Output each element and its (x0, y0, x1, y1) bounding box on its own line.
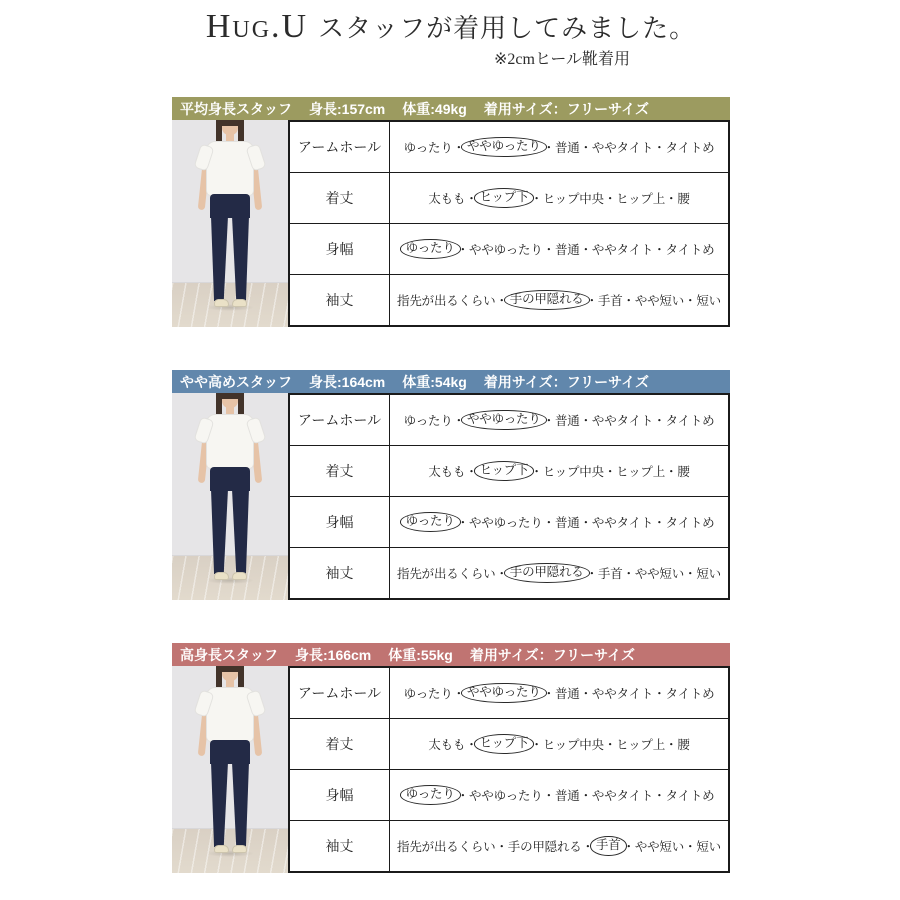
option-separator: ・ (603, 465, 617, 479)
heel-note: ※2cmヒール靴着用 (494, 51, 630, 68)
fit-option: ヒップ中央 (542, 738, 604, 752)
option-separator: ・ (665, 738, 678, 752)
fit-option: ゆったり (403, 687, 453, 701)
fit-option: 太もも (428, 465, 466, 479)
fit-option: ややタイト (591, 141, 654, 155)
figure-jeans-waist (210, 194, 250, 218)
section-header (172, 643, 730, 666)
fit-option: 指先が出るくらい (397, 294, 496, 308)
fit-option: 普通 (554, 243, 580, 257)
staff-weight-label: 体重:54kg (402, 373, 467, 390)
fit-option: ヒップ上 (616, 738, 665, 752)
fit-option: 普通 (554, 789, 580, 803)
fit-option: ややゆったり (468, 243, 543, 257)
staff-height-label: 身長:164cm (309, 373, 386, 390)
fit-option: タイトめ (665, 141, 715, 155)
staff-height-label: 身長:166cm (295, 646, 372, 663)
fit-row-label: 身幅 (290, 770, 390, 820)
option-separator: ・ (579, 687, 592, 701)
fit-table-row (290, 173, 728, 224)
fit-option-selected: ヒップ下 (474, 188, 535, 208)
fit-option-selected: ややゆったり (461, 137, 547, 157)
fit-option: ややタイト (591, 243, 654, 257)
option-separator: ・ (579, 141, 592, 155)
fit-table-row (290, 275, 728, 325)
fit-table-row (290, 224, 728, 275)
option-separator: ・ (653, 141, 666, 155)
wearing-size-label: 着用サイズ：フリーサイズ (483, 373, 650, 390)
figure-shoe-left (214, 845, 229, 853)
fit-option-selected: 手の甲隠れる (504, 290, 590, 310)
fit-option: ヒップ上 (616, 192, 665, 206)
fit-option: 手首 (597, 294, 623, 308)
option-separator: ・ (603, 192, 617, 206)
staff-section-1 (172, 97, 730, 327)
fit-option: 腰 (677, 738, 690, 752)
option-separator: ・ (622, 567, 635, 581)
figure-jeans-waist (210, 740, 250, 764)
figure-shoe-right (232, 845, 247, 853)
fit-option: タイトめ (665, 687, 715, 701)
staff-section-3 (172, 643, 730, 873)
fit-row-label: アームホール (290, 122, 390, 172)
brand-logo-text: Hug.U (205, 8, 309, 45)
fit-row-label: アームホール (290, 668, 390, 718)
fit-option-selected: ゆったり (400, 239, 461, 259)
section-body (172, 120, 730, 327)
fit-option: やや短い (634, 840, 685, 854)
fit-table-row (290, 395, 728, 446)
option-separator: ・ (452, 687, 465, 701)
fit-option-selected: ややゆったり (461, 683, 547, 703)
option-separator: ・ (684, 840, 697, 854)
fit-table-row (290, 548, 728, 598)
fit-option: タイトめ (665, 243, 715, 257)
option-separator: ・ (653, 789, 666, 803)
staff-section-2 (172, 370, 730, 600)
fit-option: 普通 (554, 516, 580, 530)
staff-full-body-photo (172, 666, 288, 873)
fit-option: 腰 (677, 465, 690, 479)
fit-row-values (390, 719, 728, 769)
option-separator: ・ (585, 567, 598, 581)
fit-row-values (390, 548, 728, 598)
staff-weight-label: 体重:55kg (388, 646, 453, 663)
option-separator: ・ (653, 687, 666, 701)
fit-option: ややタイト (591, 414, 654, 428)
option-separator: ・ (452, 414, 465, 428)
staff-full-body-photo (172, 393, 288, 600)
section-header (172, 370, 730, 393)
fit-option: ヒップ中央 (542, 192, 604, 206)
option-separator: ・ (495, 294, 508, 308)
option-separator: ・ (603, 738, 617, 752)
section-body (172, 666, 730, 873)
option-separator: ・ (665, 465, 678, 479)
figure-shoe-right (232, 572, 247, 580)
fit-row-values (390, 224, 728, 274)
staff-full-body-photo (172, 120, 288, 327)
fit-row-values (390, 497, 728, 547)
fit-option: タイトめ (665, 516, 715, 530)
option-separator: ・ (465, 738, 478, 752)
fit-row-label: 着丈 (290, 719, 390, 769)
fit-table-row (290, 770, 728, 821)
section-body (172, 393, 730, 600)
option-separator: ・ (581, 840, 594, 854)
fit-option: タイトめ (665, 414, 715, 428)
option-separator: ・ (579, 414, 592, 428)
staff-type-label: やや高めスタッフ (180, 373, 292, 390)
fit-row-label: 身幅 (290, 224, 390, 274)
option-separator: ・ (653, 414, 666, 428)
fit-option-selected: ヒップ下 (474, 734, 535, 754)
option-separator: ・ (530, 465, 543, 479)
fit-option: 短い (696, 840, 721, 854)
fit-option: ややゆったり (468, 516, 543, 530)
fit-table-row (290, 446, 728, 497)
fit-option: ややタイト (591, 687, 654, 701)
sections-container (0, 97, 900, 873)
fit-row-values (390, 275, 728, 325)
fit-row-values (390, 395, 728, 445)
staff-height-label: 身長:157cm (309, 100, 386, 117)
figure-shoe-right (232, 299, 247, 307)
fit-row-values (390, 770, 728, 820)
figure-jeans-waist (210, 467, 250, 491)
option-separator: ・ (579, 789, 592, 803)
staff-type-label: 平均身長スタッフ (180, 100, 292, 117)
section-header (172, 97, 730, 120)
fit-row-label: 着丈 (290, 446, 390, 496)
fit-option: やや短い (634, 294, 685, 308)
page-title-text: スタッフが着用してみました。 (318, 14, 697, 43)
option-separator: ・ (653, 516, 666, 530)
fit-table-row (290, 668, 728, 719)
option-separator: ・ (495, 567, 508, 581)
option-separator: ・ (653, 243, 666, 257)
option-separator: ・ (579, 516, 592, 530)
figure-shoe-left (214, 299, 229, 307)
option-separator: ・ (530, 192, 543, 206)
fit-row-label: アームホール (290, 395, 390, 445)
staff-weight-label: 体重:49kg (402, 100, 467, 117)
fit-option: 手の甲隠れる (507, 840, 582, 854)
fit-row-values (390, 122, 728, 172)
fit-option-selected: ややゆったり (461, 410, 547, 430)
fit-row-label: 着丈 (290, 173, 390, 223)
option-separator: ・ (542, 141, 555, 155)
fit-row-values (390, 668, 728, 718)
fit-option: やや短い (634, 567, 685, 581)
figure-shoe-left (214, 572, 229, 580)
option-separator: ・ (456, 243, 469, 257)
option-separator: ・ (542, 516, 555, 530)
page-title (172, 0, 730, 49)
fit-option-selected: 手首 (590, 836, 627, 856)
fit-option: ヒップ中央 (542, 465, 604, 479)
fit-table (288, 666, 730, 873)
option-separator: ・ (456, 516, 469, 530)
fit-option: 指先が出るくらい (397, 567, 496, 581)
fit-row-label: 袖丈 (290, 821, 390, 871)
fit-row-label: 袖丈 (290, 275, 390, 325)
fit-option: 腰 (677, 192, 690, 206)
option-separator: ・ (530, 738, 543, 752)
option-separator: ・ (622, 840, 635, 854)
option-separator: ・ (495, 840, 508, 854)
option-separator: ・ (452, 141, 465, 155)
fit-option-selected: 手の甲隠れる (504, 563, 590, 583)
fit-table (288, 393, 730, 600)
fit-option-selected: ヒップ下 (474, 461, 535, 481)
fit-option: 太もも (428, 738, 466, 752)
option-separator: ・ (684, 294, 697, 308)
fit-option: 短い (696, 294, 721, 308)
option-separator: ・ (622, 294, 635, 308)
fit-option: タイトめ (665, 789, 715, 803)
fit-option: ヒップ上 (616, 465, 665, 479)
option-separator: ・ (465, 465, 478, 479)
fit-option: 普通 (554, 687, 580, 701)
fit-row-label: 袖丈 (290, 548, 390, 598)
fit-option-selected: ゆったり (400, 512, 461, 532)
option-separator: ・ (684, 567, 697, 581)
fit-option: 指先が出るくらい (397, 840, 496, 854)
fit-table-row (290, 821, 728, 871)
fit-row-values (390, 821, 728, 871)
fit-option: ややゆったり (468, 789, 543, 803)
fit-option: 短い (696, 567, 721, 581)
staff-type-label: 高身長スタッフ (180, 646, 278, 663)
fit-option: ゆったり (403, 141, 453, 155)
fit-option: 手首 (597, 567, 623, 581)
fit-row-values (390, 173, 728, 223)
fit-option: ややタイト (591, 516, 654, 530)
fit-option: 普通 (554, 414, 580, 428)
fit-option-selected: ゆったり (400, 785, 461, 805)
option-separator: ・ (542, 789, 555, 803)
option-separator: ・ (665, 192, 678, 206)
fit-option: ややタイト (591, 789, 654, 803)
option-separator: ・ (542, 414, 555, 428)
fit-option: ゆったり (403, 414, 453, 428)
fit-table (288, 120, 730, 327)
fit-option: 太もも (428, 192, 466, 206)
wearing-size-label: 着用サイズ：フリーサイズ (483, 100, 650, 117)
wearing-size-label: 着用サイズ：フリーサイズ (469, 646, 636, 663)
fit-table-row (290, 719, 728, 770)
option-separator: ・ (456, 789, 469, 803)
fit-row-values (390, 446, 728, 496)
fit-table-row (290, 122, 728, 173)
option-separator: ・ (542, 243, 555, 257)
option-separator: ・ (579, 243, 592, 257)
fit-option: 普通 (554, 141, 580, 155)
fit-row-label: 身幅 (290, 497, 390, 547)
option-separator: ・ (542, 687, 555, 701)
option-separator: ・ (465, 192, 478, 206)
fit-table-row (290, 497, 728, 548)
option-separator: ・ (585, 294, 598, 308)
